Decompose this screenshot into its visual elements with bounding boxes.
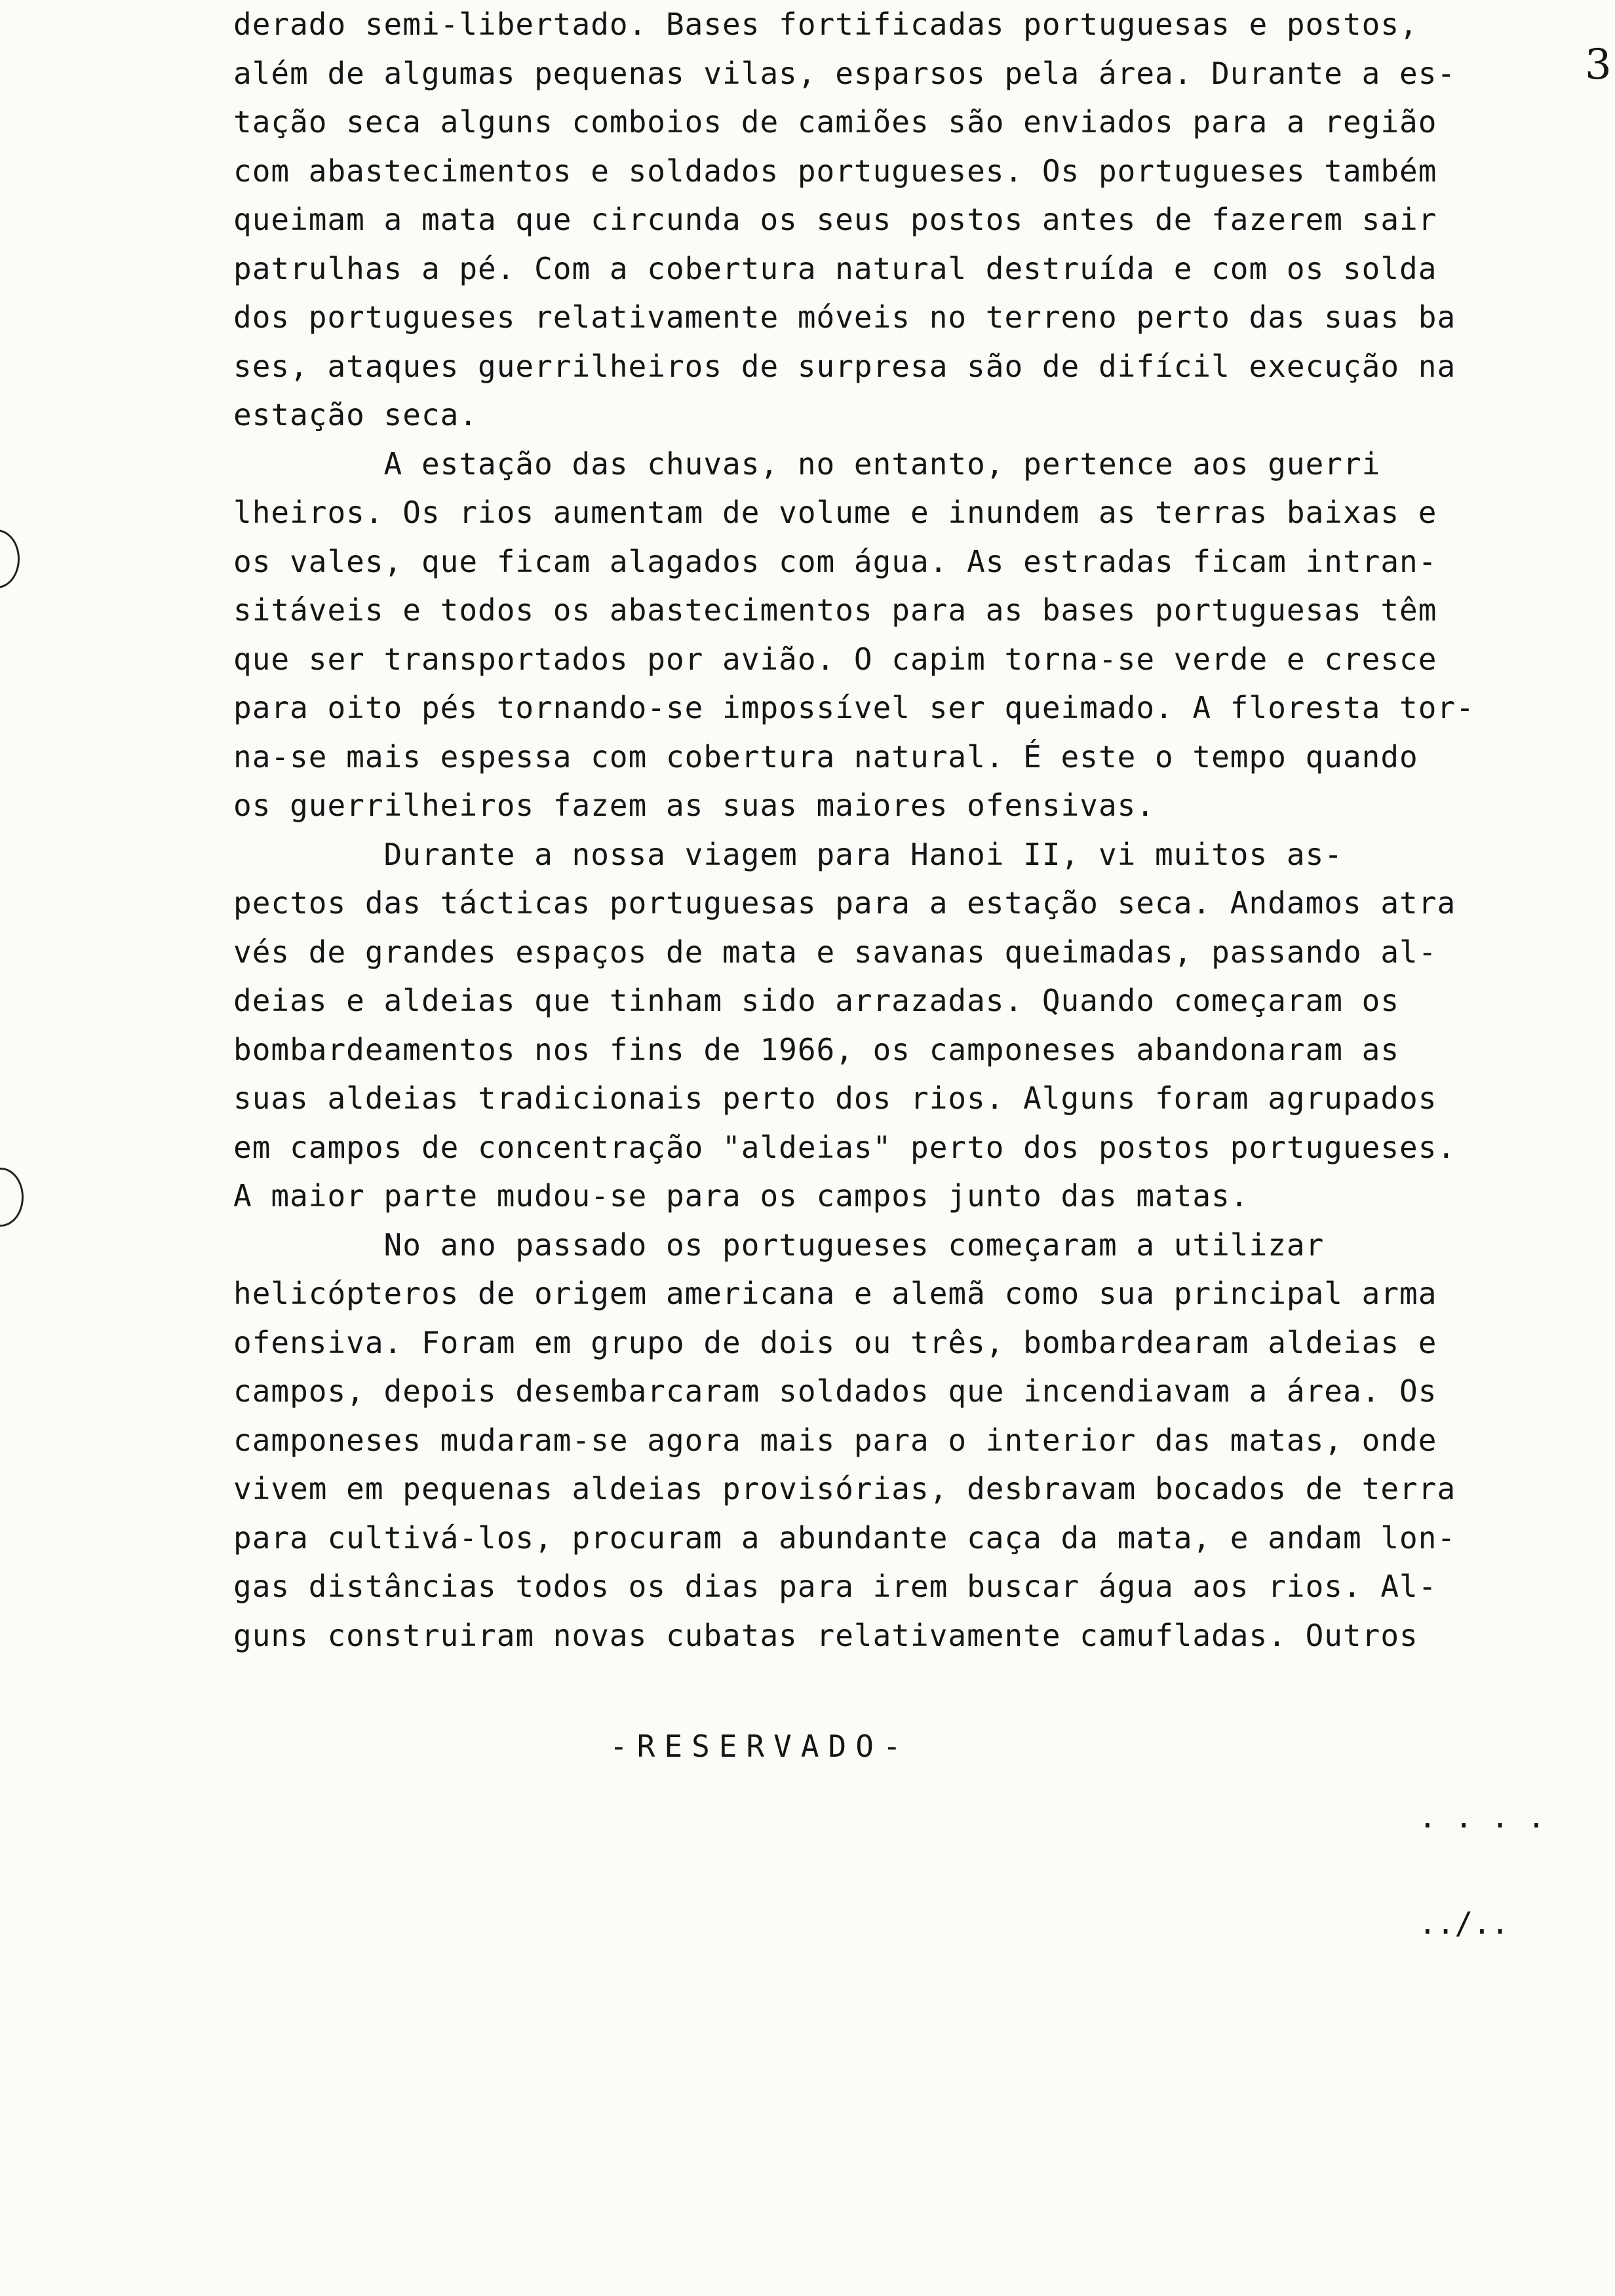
text-line: derado semi-libertado. Bases fortificadas portuguesas e postos, (233, 7, 1418, 42)
text-line: com abastecimentos e soldados portugueses. Os portugueses também (233, 153, 1437, 189)
document-body (233, 0, 1557, 1660)
text-line: bombardeamentos nos fins de 1966, os camponeses abandonaram as (233, 1031, 1400, 1067)
text-line: A estação das chuvas, no entanto, pertence aos guerri (233, 446, 1381, 482)
continuation-marker (1418, 1729, 1546, 1976)
text-line: que ser transportados por avião. O capim torna-se verde e cresce (233, 641, 1437, 677)
text-line: vés de grandes espaços de mata e savanas queimadas, passando al- (233, 934, 1437, 970)
punch-hole (0, 529, 20, 588)
text-line: para oito pés tornando-se impossível ser queimado. A floresta tor- (233, 690, 1475, 725)
text-line: ofensiva. Foram em grupo de dois ou três, bombardearam aldeias e (233, 1324, 1437, 1360)
classification-footer: -RESERVADO- (610, 1729, 910, 1764)
text-line: os vales, que ficam alagados com água. As estradas ficam intran- (233, 543, 1437, 579)
text-line: para cultivá-los, procuram a abundante caça da mata, e andam lon- (233, 1520, 1456, 1556)
text-line: campos, depois desembarcaram soldados que incendiavam a área. Os (233, 1373, 1437, 1409)
text-line: sitáveis e todos os abastecimentos para as bases portuguesas têm (233, 592, 1437, 628)
text-line: ses, ataques guerrilheiros de surpresa são de difícil execução na (233, 348, 1456, 384)
text-line: Durante a nossa viagem para Hanoi II, vi muitos as- (233, 836, 1343, 872)
text-line: em campos de concentração "aldeias" perto dos postos portugueses. (233, 1129, 1456, 1165)
text-line: helicópteros de origem americana e alemã como sua principal arma (233, 1276, 1437, 1311)
text-line: gas distâncias todos os dias para irem buscar água aos rios. Al- (233, 1569, 1437, 1604)
text-line: lheiros. Os rios aumentam de volume e inundem as terras baixas e (233, 495, 1437, 530)
text-line: estação seca. (233, 397, 478, 432)
text-line: dos portugueses relativamente móveis no terreno perto das suas ba (233, 299, 1456, 335)
continuation-text: ../.. (1418, 1905, 1509, 1941)
text-line: vivem em pequenas aldeias provisórias, desbravam bocados de terra (233, 1471, 1456, 1506)
continuation-dots: . . . . (1418, 1799, 1546, 1835)
text-line: pectos das tácticas portuguesas para a estação seca. Andamos atra (233, 885, 1456, 921)
text-line: além de algumas pequenas vilas, esparsos pela área. Durante a es- (233, 55, 1456, 91)
text-line: tação seca alguns comboios de camiões são enviados para a região (233, 104, 1437, 140)
text-line: suas aldeias tradicionais perto dos rios. Alguns foram agrupados (233, 1081, 1437, 1116)
text-line: os guerrilheiros fazem as suas maiores ofensivas. (233, 788, 1156, 823)
text-line: A maior parte mudou-se para os campos junto das matas. (233, 1178, 1249, 1214)
text-line: deias e aldeias que tinham sido arrazadas. Quando começaram os (233, 983, 1400, 1018)
text-line: na-se mais espessa com cobertura natural. É este o tempo quando (233, 738, 1418, 775)
text-line: queimam a mata que circunda os seus postos antes de fazerem sair (233, 202, 1437, 237)
text-line: No ano passado os portugueses começaram a utilizar (233, 1227, 1325, 1263)
text-line: camponeses mudaram-se agora mais para o interior das matas, onde (233, 1422, 1437, 1458)
page-number: 3 (1585, 41, 1612, 89)
punch-hole (0, 1168, 24, 1227)
text-line: guns construiram novas cubatas relativamente camufladas. Outros (233, 1617, 1418, 1653)
text-line: patrulhas a pé. Com a cobertura natural destruída e com os solda (233, 250, 1437, 286)
